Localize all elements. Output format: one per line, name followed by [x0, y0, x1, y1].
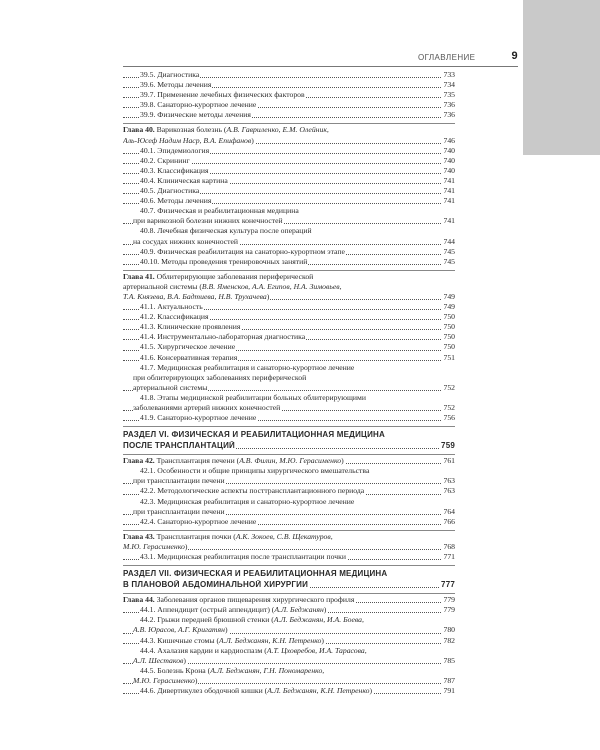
- entry-tail: ): [266, 291, 270, 301]
- toc-line: [123, 136, 455, 146]
- entry-text: [140, 466, 370, 475]
- toc-line: [123, 615, 455, 625]
- entry-text: [140, 363, 355, 372]
- entry-title: 39.7. Применение лечебных физических факторов: [140, 90, 305, 100]
- entry-title: 44.1. Аппендицит (острый аппендицит) (: [140, 605, 275, 615]
- entry-authors: А.В. Гавриленко, Е.М. Олейник,: [226, 125, 329, 135]
- entry-page: 749: [443, 291, 455, 301]
- entry-title: 41.5. Хирургическое лечение: [140, 342, 236, 352]
- entry-title: заболеваниями артерий нижних конечностей: [133, 403, 281, 412]
- toc-line: [123, 322, 455, 332]
- entry-tail: ): [184, 541, 188, 551]
- entry-text: [133, 507, 226, 516]
- toc-line: [123, 216, 455, 226]
- toc-line: [123, 595, 455, 605]
- entry-text: [140, 552, 347, 561]
- entry-title: 39.6. Методы лечения: [140, 80, 212, 90]
- entry-text: [133, 216, 284, 225]
- entry-page: 750: [443, 322, 455, 332]
- section-line: [123, 580, 455, 591]
- entry-text: [133, 676, 198, 685]
- entry-text: [123, 292, 270, 301]
- entry-page: 741: [443, 175, 455, 185]
- header-rule: [123, 66, 518, 67]
- entry-title: артериальной системы (: [123, 281, 202, 291]
- toc-line: [123, 302, 455, 312]
- toc-line: [123, 507, 455, 517]
- entry-authors: А.Л. Шестаков: [133, 655, 184, 665]
- entry-title: 41.7. Медицинская реабилитация и санаторно-курортное лечение: [140, 362, 355, 372]
- entry-text: [140, 80, 212, 89]
- section-heading: [123, 569, 455, 590]
- entry-page: 779: [443, 595, 455, 605]
- toc-line: [123, 413, 455, 423]
- entry-text: [140, 90, 306, 99]
- entry-title: 41.1. Актуальность: [140, 302, 203, 312]
- entry-title: 44.3. Кишечные стомы (: [140, 635, 220, 645]
- toc-line: [123, 312, 455, 322]
- chapter-label: Глава 44.: [123, 595, 155, 605]
- entry-authors: Т.А. Князева, В.А. Бадтиева, Н.В. Трухачева: [123, 291, 267, 301]
- section-heading: [123, 430, 455, 451]
- entry-title: РАЗДЕЛ VI. ФИЗИЧЕСКАЯ И РЕАБИЛИТАЦИОННАЯ МЕДИЦИНА: [123, 430, 385, 440]
- toc-line: [123, 605, 455, 615]
- entry-title: при варикозной болезни нижних конечностей: [133, 216, 283, 226]
- entry-text: [140, 322, 241, 331]
- toc-line: [123, 110, 455, 120]
- entry-title: 41.2. Классификация: [140, 312, 209, 322]
- entry-page: 736: [443, 110, 455, 120]
- entry-page: 780: [443, 625, 455, 635]
- toc-line: [123, 517, 455, 527]
- entry-page: 766: [443, 516, 455, 526]
- entry-title: 40.10. Методы проведения тренировочных занятий: [140, 256, 308, 266]
- entry-title: Трансплантация почки (: [154, 531, 236, 541]
- entry-page: 779: [443, 605, 455, 615]
- toc-line: [123, 373, 455, 383]
- entry-page: 751: [443, 352, 455, 362]
- toc-line: [123, 100, 455, 110]
- entry-page: 771: [443, 552, 455, 562]
- toc-line: [123, 532, 455, 542]
- toc-line: [123, 257, 455, 267]
- entry-text: [123, 532, 334, 541]
- entry-title: при трансплантации печени: [133, 476, 225, 486]
- entry-text: [123, 595, 355, 604]
- entry-page: 763: [443, 476, 455, 486]
- entry-page: 734: [443, 80, 455, 90]
- entry-title: 43.1. Медицинская реабилитация после трансплантации почки: [140, 552, 346, 562]
- entry-text: [140, 605, 327, 614]
- entry-text: [140, 486, 365, 495]
- entry-text: [133, 237, 239, 246]
- entry-authors: А.В. Юрасов, А.Г. Кригатян: [133, 625, 225, 635]
- toc-line: [123, 176, 455, 186]
- entry-text: [140, 332, 306, 341]
- page-number: 9: [511, 50, 518, 62]
- entry-page: 744: [443, 236, 455, 246]
- entry-page: 756: [443, 413, 455, 423]
- toc-line: [123, 542, 455, 552]
- entry-authors: В.В. Яменсков, А.А. Египов, Н.А. Зимовьев,: [201, 281, 342, 291]
- entry-page: 741: [443, 216, 455, 226]
- entry-text: [133, 476, 226, 485]
- entry-text: [140, 257, 308, 266]
- separator-rule: [123, 270, 455, 271]
- entry-text: [140, 302, 204, 311]
- entry-title: 44.6. Дивертикулез ободочной кишки (: [140, 685, 268, 695]
- entry-page: 750: [443, 342, 455, 352]
- chapter-heading: [123, 595, 455, 605]
- toc-line: [123, 237, 455, 247]
- entry-text: [140, 226, 313, 235]
- toc-line: [123, 226, 455, 236]
- toc-line: [123, 247, 455, 257]
- toc-line: [123, 292, 455, 302]
- entry-authors: А.Л. Беджанян, Г.Н. Пономаренко,: [210, 665, 325, 675]
- entry-text: [133, 656, 187, 665]
- toc-line: [123, 403, 455, 413]
- entry-authors: А.К. Зокоев, С.В. Щекатуров,: [235, 531, 333, 541]
- entry-title: артериальной системы: [133, 382, 208, 392]
- entry-title: 40.2. Скрининг: [140, 155, 190, 165]
- toc-line: [123, 146, 455, 156]
- entry-text: [140, 156, 191, 165]
- page-edge-tab: [523, 0, 600, 155]
- toc-line: [123, 476, 455, 486]
- chapter-heading: [123, 532, 455, 552]
- toc-line: [123, 646, 455, 656]
- toc-line: [123, 186, 455, 196]
- chapter-heading: [123, 272, 455, 302]
- running-title: ОГЛАВЛЕНИЕ: [418, 53, 476, 62]
- running-header: [418, 52, 518, 66]
- entry-text: [123, 282, 343, 291]
- entry-text: [140, 666, 325, 675]
- entry-page: 735: [443, 90, 455, 100]
- toc-line: [123, 80, 455, 90]
- entry-text: [140, 70, 200, 79]
- toc-line: [123, 332, 455, 342]
- entry-title: 39.8. Санаторно-курортное лечение: [140, 100, 257, 110]
- entry-page: 741: [443, 196, 455, 206]
- chapter-heading: [123, 125, 455, 145]
- entry-page: 764: [443, 506, 455, 516]
- chapter-label: Глава 40.: [123, 125, 155, 135]
- toc-line: [123, 272, 455, 282]
- entry-title: В ПЛАНОВОЙ АБДОМИНАЛЬНОЙ ХИРУРГИИ: [123, 579, 309, 589]
- entry-title: 40.8. Лечебная физическая культура после операций: [140, 226, 312, 236]
- entry-page: 759: [441, 440, 455, 450]
- entry-authors: А.Л. Беджанян, К.Н. Петренко: [219, 635, 322, 645]
- entry-title: 41.6. Консервативная терапия: [140, 352, 238, 362]
- entry-page: 768: [443, 541, 455, 551]
- entry-text: [123, 542, 188, 551]
- entry-title: ПОСЛЕ ТРАНСПЛАНТАЦИЙ: [123, 440, 235, 450]
- entry-text: [123, 456, 345, 465]
- entry-text: [123, 272, 314, 281]
- entry-tail: ): [224, 625, 228, 635]
- toc-line: [123, 686, 455, 696]
- entry-text: [140, 517, 257, 526]
- entry-text: [140, 186, 200, 195]
- entry-tail: ): [323, 605, 327, 615]
- entry-text: [123, 125, 330, 134]
- entry-text: [133, 403, 281, 412]
- entry-tail: ): [341, 456, 344, 466]
- entry-title: РАЗДЕЛ VII. ФИЗИЧЕСКАЯ И РЕАБИЛИТАЦИОННАЯ МЕДИЦИНА: [123, 569, 388, 579]
- entry-title: 40.7. Физическая и реабилитационная медицина: [140, 206, 299, 216]
- entry-title: Облитерирующие заболевания периферической: [154, 271, 314, 281]
- entry-title: Варикозная болезнь (: [154, 125, 227, 135]
- toc-line: [123, 282, 455, 292]
- entry-page: 733: [443, 70, 455, 79]
- entry-text: [133, 373, 307, 382]
- entry-title: 44.5. Болезнь Крона (: [140, 665, 211, 675]
- entry-tail: ): [251, 135, 254, 145]
- toc-line: [123, 125, 455, 135]
- entry-page: 740: [443, 145, 455, 155]
- entry-title: на сосудах нижних конечностей: [133, 236, 239, 246]
- toc-line: [123, 156, 455, 166]
- entry-page: 750: [443, 332, 455, 342]
- entry-text: [140, 686, 373, 695]
- separator-rule: [123, 123, 455, 124]
- toc-line: [123, 497, 455, 507]
- toc-line: [123, 486, 455, 496]
- chapter-label: Глава 43.: [123, 531, 155, 541]
- entry-title: Заболевания органов пищеварения хирургического профиля: [154, 595, 355, 605]
- entry-title: 42.2. Методологические аспекты посттрансплантационного периода: [140, 486, 365, 496]
- toc-line: [123, 383, 455, 393]
- toc-line: [123, 656, 455, 666]
- entry-page: 741: [443, 186, 455, 196]
- toc-line: [123, 363, 455, 373]
- entry-page: 782: [443, 635, 455, 645]
- entry-page: 787: [443, 675, 455, 685]
- entry-page: 752: [443, 403, 455, 412]
- entry-page: 749: [443, 302, 455, 312]
- table-of-contents: [123, 70, 455, 696]
- entry-page: 785: [443, 655, 455, 665]
- entry-text: [140, 146, 210, 155]
- toc-line: [123, 636, 455, 646]
- entry-authors: М.Ю. Герасименко: [133, 675, 195, 685]
- toc-line: [123, 393, 455, 403]
- entry-authors: А.Л. Беджанян, И.А. Боева,: [273, 615, 364, 625]
- separator-rule: [123, 593, 455, 594]
- entry-title: 42.3. Медицинская реабилитация и санаторно-курортное лечение: [140, 496, 355, 506]
- entry-text: [140, 247, 346, 256]
- entry-page: 745: [443, 246, 455, 256]
- entry-text: [133, 383, 208, 392]
- chapter-label: Глава 41.: [123, 271, 155, 281]
- entry-text: [140, 206, 300, 215]
- toc-line: [123, 342, 455, 352]
- entry-authors: А.Л. Беджанян: [274, 605, 324, 615]
- entry-text: [140, 176, 229, 185]
- entry-tail: ): [194, 675, 198, 685]
- toc-line: [123, 166, 455, 176]
- toc-line: [123, 206, 455, 216]
- entry-title: 39.9. Физические методы лечения: [140, 110, 251, 120]
- entry-title: 42.1. Особенности и общие принципы хирургического вмешательства: [140, 466, 370, 476]
- separator-rule: [123, 426, 455, 427]
- toc-line: [123, 625, 455, 635]
- chapter-label: Глава 42.: [123, 456, 155, 466]
- toc-line: [123, 552, 455, 562]
- entry-text: [140, 497, 355, 506]
- entry-page: 763: [443, 486, 455, 496]
- entry-title: 40.5. Диагностика: [140, 186, 200, 196]
- entry-tail: ): [321, 635, 324, 645]
- entry-page: 750: [443, 312, 455, 322]
- toc-line: [123, 666, 455, 676]
- separator-rule: [123, 454, 455, 455]
- entry-authors: А.В. Филин, М.Ю. Герасименко: [239, 456, 342, 466]
- entry-text: [123, 441, 236, 450]
- entry-text: [140, 615, 365, 624]
- entry-title: при облитерирующих заболеваниях периферической: [133, 372, 307, 382]
- entry-title: 44.4. Ахалазия кардии и кардиоспазм (: [140, 645, 267, 655]
- entry-text: [140, 110, 252, 119]
- entry-page: 736: [443, 100, 455, 110]
- entry-title: 44.2. Грыжи передней брюшной стенки (: [140, 615, 274, 625]
- entry-text: [140, 196, 212, 205]
- entry-title: 40.1. Эпидемиология: [140, 145, 210, 155]
- toc-line: [123, 676, 455, 686]
- entry-page: 777: [441, 579, 455, 589]
- entry-text: [133, 625, 229, 634]
- entry-page: 752: [443, 382, 455, 392]
- entry-authors: А.Л. Беджанян, К.Н. Петренко: [267, 685, 370, 695]
- entry-title: 41.9. Санаторно-курортное лечение: [140, 413, 257, 423]
- entry-title: 40.4. Клиническая картина: [140, 175, 228, 185]
- entry-title: Трансплантация печени (: [154, 456, 240, 466]
- toc-line: [123, 196, 455, 206]
- section-line: [123, 569, 455, 580]
- entry-title: 41.3. Клинические проявления: [140, 322, 241, 332]
- entry-text: [140, 100, 257, 109]
- entry-authors: М.Ю. Герасименко: [123, 541, 185, 551]
- entry-text: [140, 312, 210, 321]
- entry-page: 761: [443, 456, 455, 466]
- entry-text: [140, 353, 238, 362]
- entry-title: при трансплантации печени: [133, 506, 225, 516]
- entry-title: 40.9. Физическая реабилитация на санаторно-курортном этапе: [140, 246, 345, 256]
- entry-text: [123, 430, 386, 439]
- entry-authors: Аль-Юсеф Надим Наср, В.А. Епифанов: [123, 135, 252, 145]
- entry-text: [140, 646, 368, 655]
- chapter-heading: [123, 456, 455, 466]
- section-line: [123, 441, 455, 452]
- entry-text: [140, 166, 210, 175]
- toc-line: [123, 466, 455, 476]
- entry-title: 39.5. Диагностика: [140, 70, 200, 79]
- entry-tail: ): [183, 655, 186, 665]
- toc-line: [123, 353, 455, 363]
- entry-page: 740: [443, 165, 455, 175]
- entry-title: 41.8. Этапы медицинской реабилитации больных облитерирующими: [140, 392, 367, 402]
- entry-title: 40.3. Классификация: [140, 165, 209, 175]
- entry-text: [140, 636, 325, 645]
- entry-text: [140, 393, 367, 402]
- entry-text: [140, 413, 257, 422]
- entry-text: [123, 569, 388, 578]
- entry-tail: ): [369, 685, 373, 695]
- separator-rule: [123, 565, 455, 566]
- entry-title: 42.4. Санаторно-курортное лечение: [140, 516, 257, 526]
- section-line: [123, 430, 455, 441]
- separator-rule: [123, 530, 455, 531]
- entry-authors: А.Т. Цховребов, И.А. Тарасова,: [266, 645, 367, 655]
- entry-text: [140, 342, 236, 351]
- entry-text: [123, 136, 255, 145]
- entry-text: [123, 580, 309, 589]
- entry-title: 40.6. Методы лечения: [140, 196, 212, 206]
- entry-title: 41.4. Инструментально-лабораторная диагностика: [140, 332, 306, 342]
- toc-line: [123, 456, 455, 466]
- entry-page: 746: [443, 135, 455, 145]
- entry-page: 791: [443, 685, 455, 695]
- toc-line: [123, 90, 455, 100]
- entry-page: 745: [443, 256, 455, 266]
- toc-line: [123, 70, 455, 80]
- entry-page: 740: [443, 155, 455, 165]
